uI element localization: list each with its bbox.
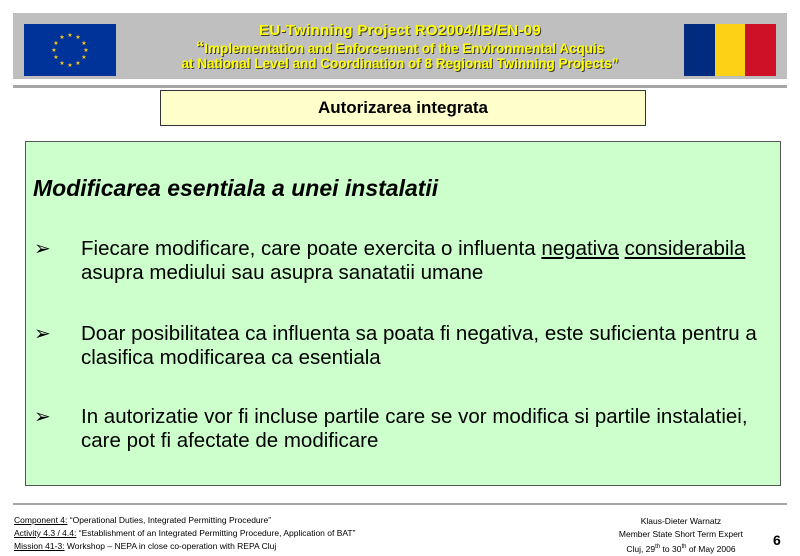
event-date bbox=[619, 541, 743, 556]
footer-divider bbox=[13, 503, 787, 505]
open-quote: “ bbox=[195, 38, 205, 57]
footer-component-text: “Operational Duties, Integrated Permitting Procedure” bbox=[67, 515, 272, 525]
svg-text:★: ★ bbox=[53, 40, 59, 47]
eu-flag-icon bbox=[24, 24, 116, 76]
svg-text:★: ★ bbox=[83, 47, 89, 54]
flag-stripe-blue bbox=[684, 24, 715, 76]
subtitle-line1-text: Implementation and Enforcement of the Environmental Acquis bbox=[204, 41, 605, 56]
footer-activity-text: “Establishment of an Integrated Permitting Procedure, Application of BAT” bbox=[76, 528, 356, 538]
footer-left bbox=[14, 514, 355, 553]
flag-stripe-yellow bbox=[715, 24, 746, 76]
header-text bbox=[130, 22, 670, 71]
project-subtitle-line2: at National Level and Coordination of 8 Regional Twinning Projects” bbox=[181, 56, 619, 71]
footer-mission bbox=[14, 540, 355, 553]
arrow-bullet-icon: ➢ bbox=[34, 406, 51, 428]
footer-mission-label: Mission 41-3: bbox=[14, 541, 65, 551]
author-name: Klaus-Dieter Warnatz bbox=[640, 516, 722, 526]
arrow-bullet-icon: ➢ bbox=[34, 238, 51, 260]
footer-activity bbox=[14, 527, 355, 540]
project-subtitle-line1 bbox=[130, 40, 670, 56]
svg-text:★: ★ bbox=[59, 34, 65, 41]
page-number: 6 bbox=[773, 532, 781, 548]
svg-text:★: ★ bbox=[51, 47, 57, 54]
svg-text:★: ★ bbox=[81, 40, 87, 47]
svg-text:★: ★ bbox=[81, 54, 87, 61]
bullet-1-underlined-considerabila: considerabila bbox=[624, 237, 746, 260]
bullet-text-3: In autorizatie vor fi incluse partile care se vor modifica si partile instalatiei, care pot fi afectate de modificare bbox=[81, 405, 748, 452]
author-role: Member State Short Term Expert bbox=[618, 529, 743, 539]
footer-component bbox=[14, 514, 355, 527]
footer-mission-text: Workshop – NEPA in close co-operation with REPA Cluj bbox=[64, 541, 277, 551]
flag-stripe-red bbox=[745, 24, 776, 76]
header-divider bbox=[13, 85, 787, 88]
svg-text:★: ★ bbox=[67, 32, 73, 39]
content-box bbox=[25, 141, 781, 486]
svg-text:★: ★ bbox=[67, 62, 73, 69]
svg-text:★: ★ bbox=[75, 60, 81, 67]
bullet-1-post: asupra mediului sau asupra sanatatii umane bbox=[81, 261, 484, 284]
bullet-1-underlined-negativa: negativa bbox=[541, 237, 619, 260]
date-sup-1: th bbox=[655, 544, 661, 550]
bullet-text-1 bbox=[81, 237, 781, 285]
romania-flag-icon bbox=[684, 24, 776, 76]
content-heading: Modificarea esentiala a unei instalatii bbox=[33, 175, 439, 201]
slide-title: Autorizarea integrata bbox=[160, 90, 646, 126]
date-prefix: Cluj, 29 bbox=[626, 543, 656, 554]
svg-text:★: ★ bbox=[75, 34, 81, 41]
arrow-bullet-icon: ➢ bbox=[34, 323, 51, 345]
footer-component-label: Component 4: bbox=[14, 515, 68, 525]
footer-right bbox=[619, 515, 743, 556]
svg-text:★: ★ bbox=[59, 60, 65, 67]
date-suffix: of May 2006 bbox=[686, 543, 736, 554]
bullet-1-pre: Fiecare modificare, care poate exercita o influenta bbox=[81, 237, 542, 260]
bullet-text-2: Doar posibilitatea ca influenta sa poata fi negativa, este suficienta pentru a clasifica modificarea ca esentiala bbox=[81, 322, 757, 369]
project-title: EU-Twinning Project RO2004/IB/EN-09 bbox=[259, 22, 541, 39]
svg-text:★: ★ bbox=[53, 54, 59, 61]
date-sup-2: th bbox=[681, 544, 687, 550]
date-mid: to 30 bbox=[660, 543, 682, 554]
eu-stars-icon bbox=[24, 24, 116, 76]
footer-activity-label: Activity 4.3 / 4.4: bbox=[14, 528, 77, 538]
